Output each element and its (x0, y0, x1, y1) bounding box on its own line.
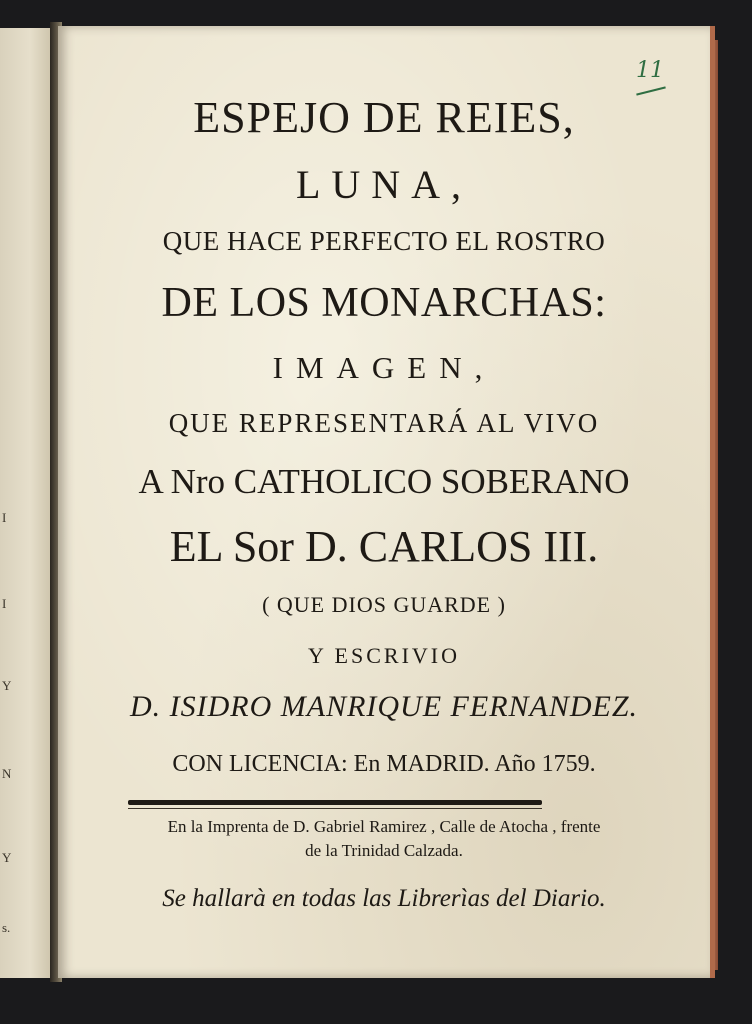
subtitle-que-hace: QUE HACE PERFECTO EL ROSTRO (162, 226, 606, 256)
dios-guarde-line: ( QUE DIOS GUARDE ) (262, 592, 506, 617)
left-page-fragment: s. (2, 920, 11, 935)
subtitle-soberano: A Nro CATHOLICO SOBERANO (138, 462, 630, 501)
subtitle-monarchas: DE LOS MONARCHAS: (161, 280, 607, 326)
subtitle-luna: LUNA, (295, 162, 473, 207)
title-line: ESPEJO DE REIES, (193, 93, 575, 142)
libreria-line: Se hallarà en todas las Librerìas del Diario. (162, 885, 606, 912)
folio-number: 11 (636, 58, 664, 83)
imprint-line: de la Trinidad Calzada. (305, 841, 463, 860)
left-page-edge (0, 28, 52, 978)
subtitle-imagen: IMAGEN, (272, 350, 496, 385)
subtitle-representara: QUE REPRESENTARÁ AL VIVO (168, 408, 600, 438)
licencia-line: CON LICENCIA: En MADRID. Año 1759. (172, 751, 596, 777)
left-page-fragment: Y (2, 678, 12, 693)
printer-rule-thin (128, 808, 542, 809)
imprint-line: En la Imprenta de D. Gabriel Ramirez , Calle de Atocha , frente (167, 817, 601, 836)
left-page-fragment: N (2, 766, 12, 781)
subtitle-carlos: EL Sor D. CARLOS III. (169, 522, 599, 571)
escrivio-line: Y ESCRIVIO (307, 643, 461, 668)
author-line: D. ISIDRO MANRIQUE FERNANDEZ. (129, 690, 639, 723)
printer-rule (128, 800, 542, 805)
left-page-fragment: I (2, 596, 7, 611)
left-page-fragment: I (2, 510, 7, 525)
left-page-fragment: Y (2, 850, 12, 865)
